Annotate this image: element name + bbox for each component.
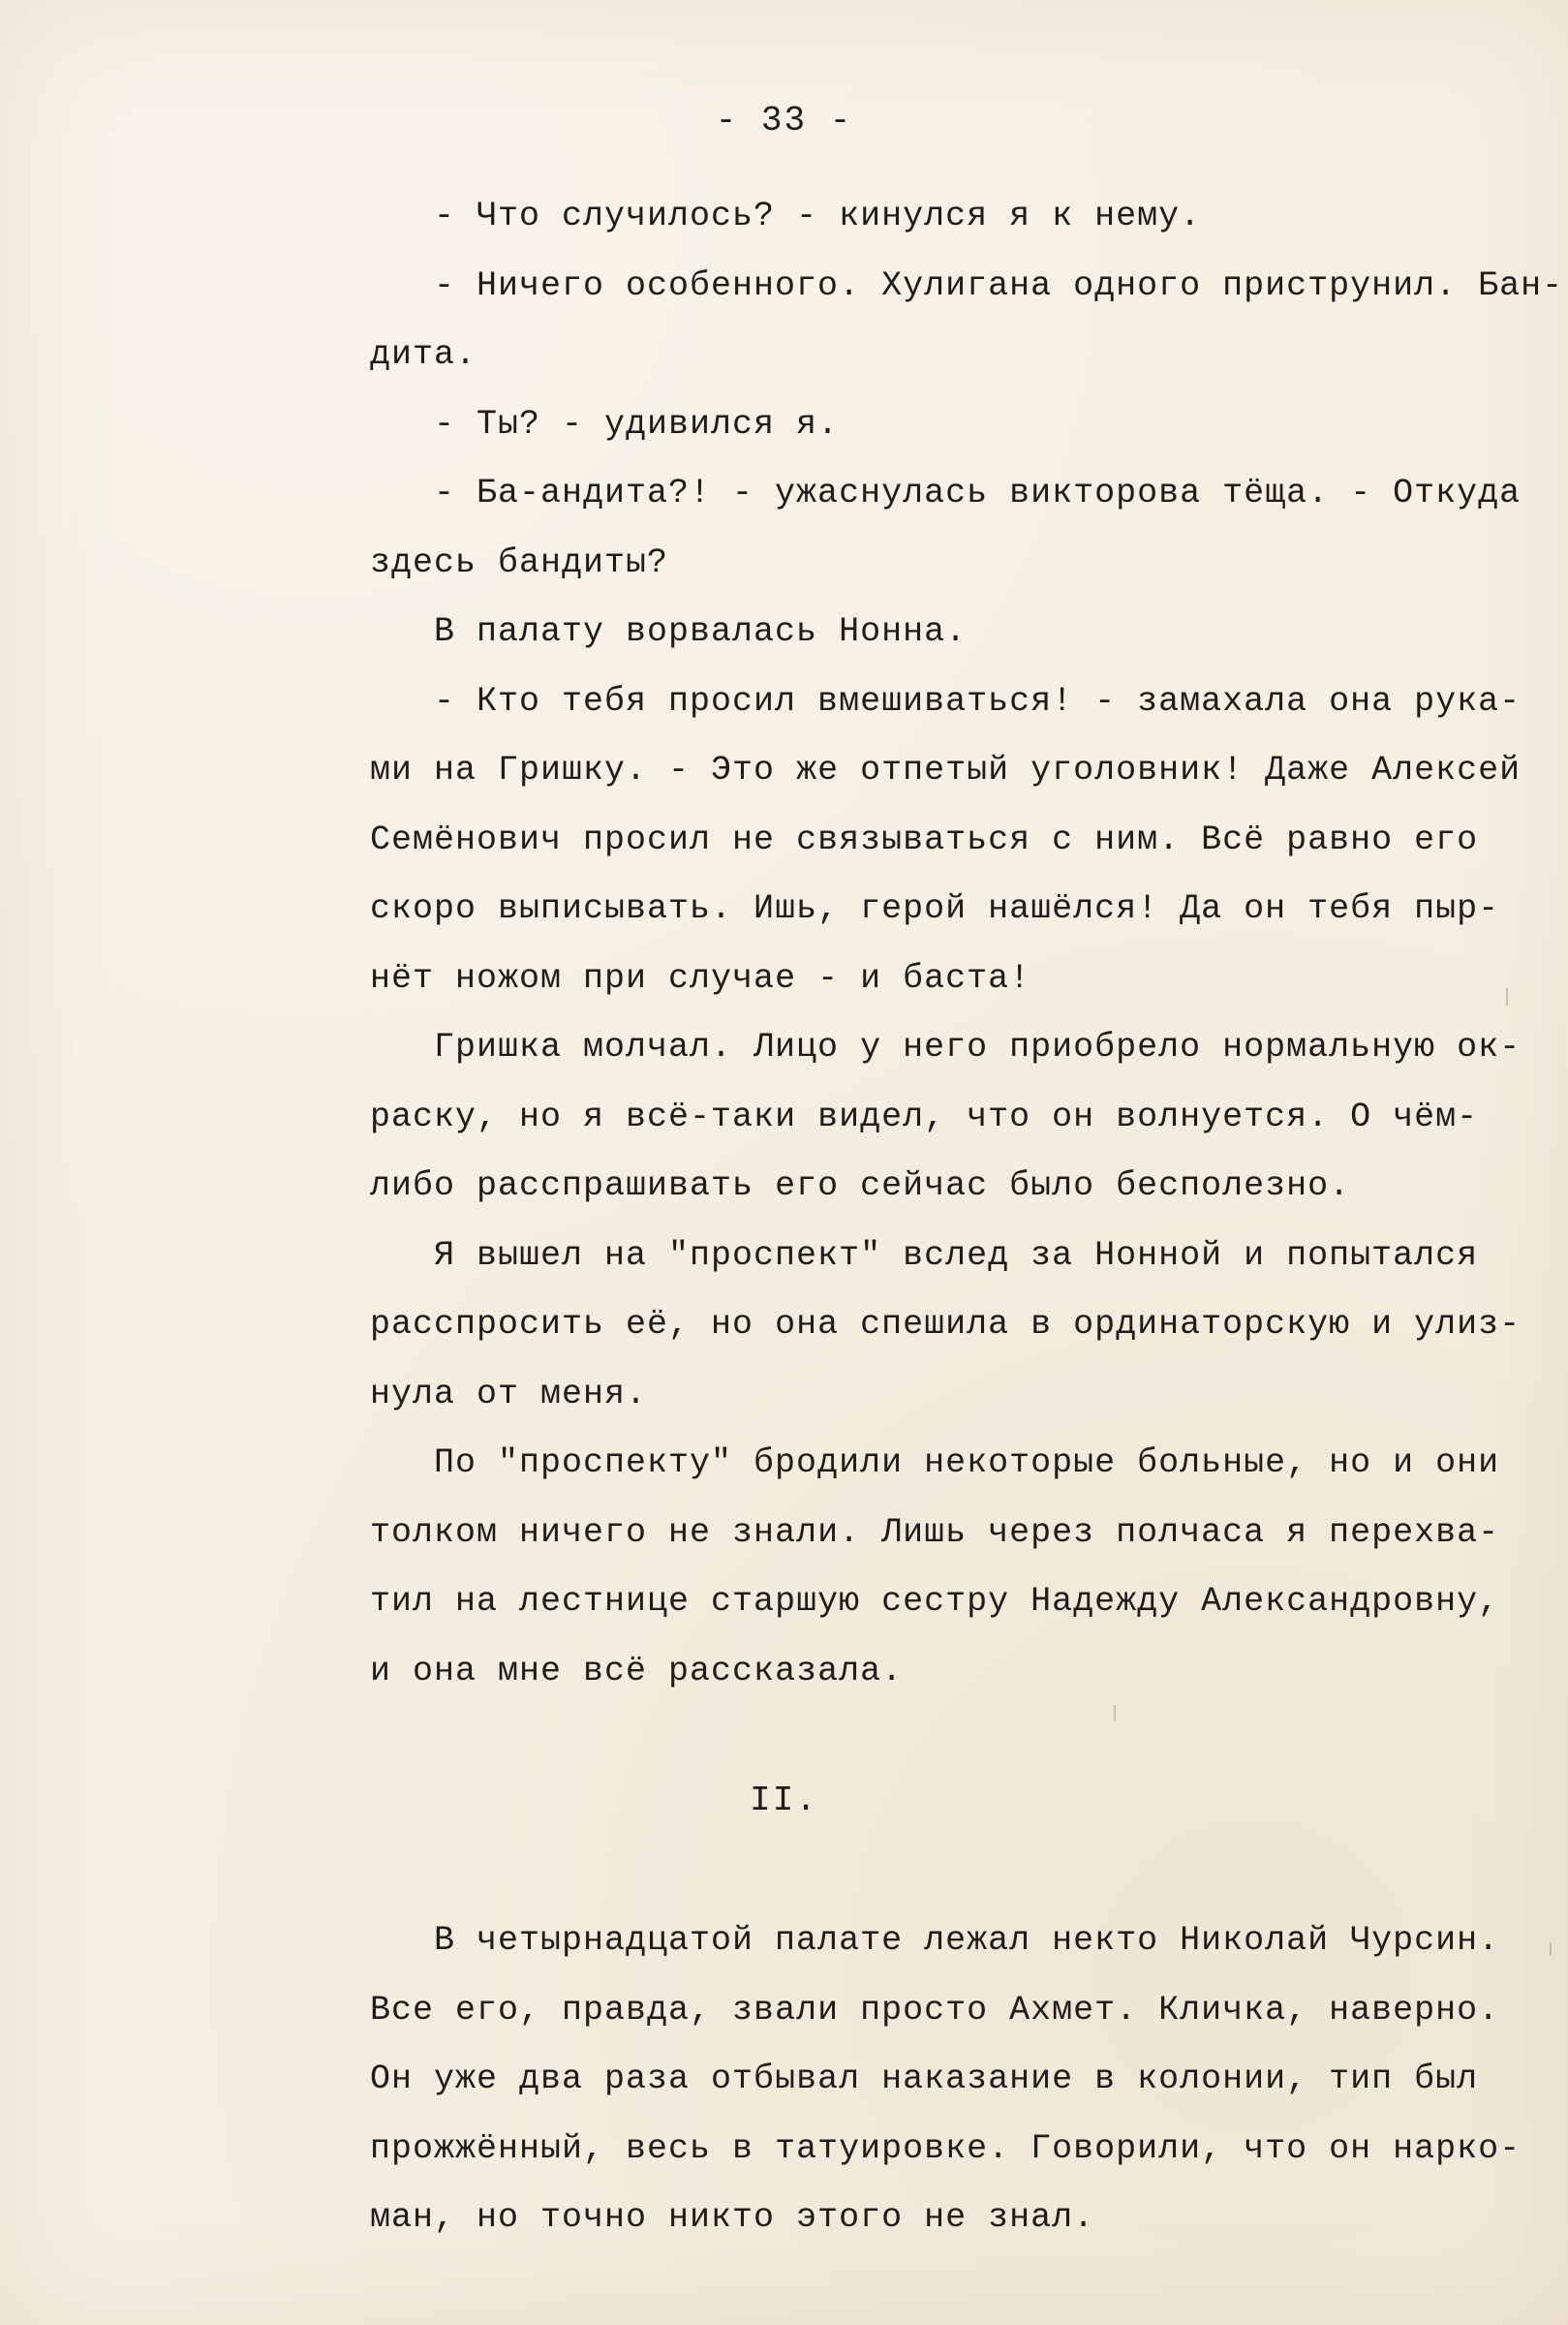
text-block-part1 xyxy=(370,182,1564,1706)
text-line: прожжённый, весь в татуировке. Говорили, что он нарко- xyxy=(370,2128,1522,2168)
text-line: По "проспекту" бродили некоторые больные, но и они xyxy=(434,1443,1500,1482)
text-line: - Ты? - удивился я. xyxy=(434,404,840,444)
text-line: скоро выписывать. Ишь, герой нашёлся! Да он тебя пыр- xyxy=(370,889,1500,928)
paper-mark xyxy=(1114,1705,1116,1720)
text-line: Семёнович просил не связываться с ним. Всё равно его xyxy=(370,820,1479,859)
text-line: В четырнадцатой палате лежал некто Николай Чурсин. xyxy=(434,1921,1500,1960)
text-line: нула от меня. xyxy=(370,1374,648,1413)
text-line: дита. xyxy=(370,335,477,374)
text-line: нёт ножом при случае - и баста! xyxy=(370,958,1031,998)
text-line: Все его, правда, звали просто Ахмет. Кличка, наверно. xyxy=(370,1990,1500,2030)
text-line: либо расспрашивать его сейчас было бесполезно. xyxy=(370,1166,1351,1205)
text-line: ман, но точно никто этого не знал. xyxy=(370,2198,1095,2237)
text-line: и она мне всё рассказала. xyxy=(370,1651,904,1690)
paper-mark xyxy=(1550,1942,1552,1956)
page-number: - 33 - xyxy=(715,101,853,140)
text-line: - Ба-андита?! - ужаснулась викторова тёща. - Откуда xyxy=(434,474,1522,512)
text-line: В палату ворвалась Нонна. xyxy=(434,612,968,651)
text-block-part2 xyxy=(370,1906,1522,2253)
text-line: толком ничего не знали. Лишь через полчаса я перехва- xyxy=(370,1512,1500,1552)
text-line: здесь бандиты? xyxy=(370,542,669,582)
text-line: - Ничего особенного. Хулигана одного приструнил. Бан- xyxy=(434,265,1564,305)
text-line: раску, но я всё-таки видел, что он волнуется. О чём- xyxy=(370,1097,1479,1136)
text-line: Я вышел на "проспект" вслед за Нонной и попытался xyxy=(434,1235,1479,1275)
paper-mark xyxy=(1506,988,1508,1006)
section-number: II. xyxy=(750,1781,818,1820)
text-line: ми на Гришку. - Это же отпетый уголовник! Даже Алексей xyxy=(370,751,1522,790)
text-line: расспросить её, но она спешила в ординаторскую и улиз- xyxy=(370,1305,1522,1344)
text-line: Гришка молчал. Лицо у него приобрело нормальную ок- xyxy=(434,1028,1522,1067)
text-line: - Что случилось? - кинулся я к нему. xyxy=(434,197,1202,235)
text-line: тил на лестнице старшую сестру Надежду Александровну, xyxy=(370,1582,1500,1621)
text-line: - Кто тебя просил вмешиваться! - замахала она рука- xyxy=(434,681,1522,721)
text-line: Он уже два раза отбывал наказание в колонии, тип был xyxy=(370,2060,1479,2098)
